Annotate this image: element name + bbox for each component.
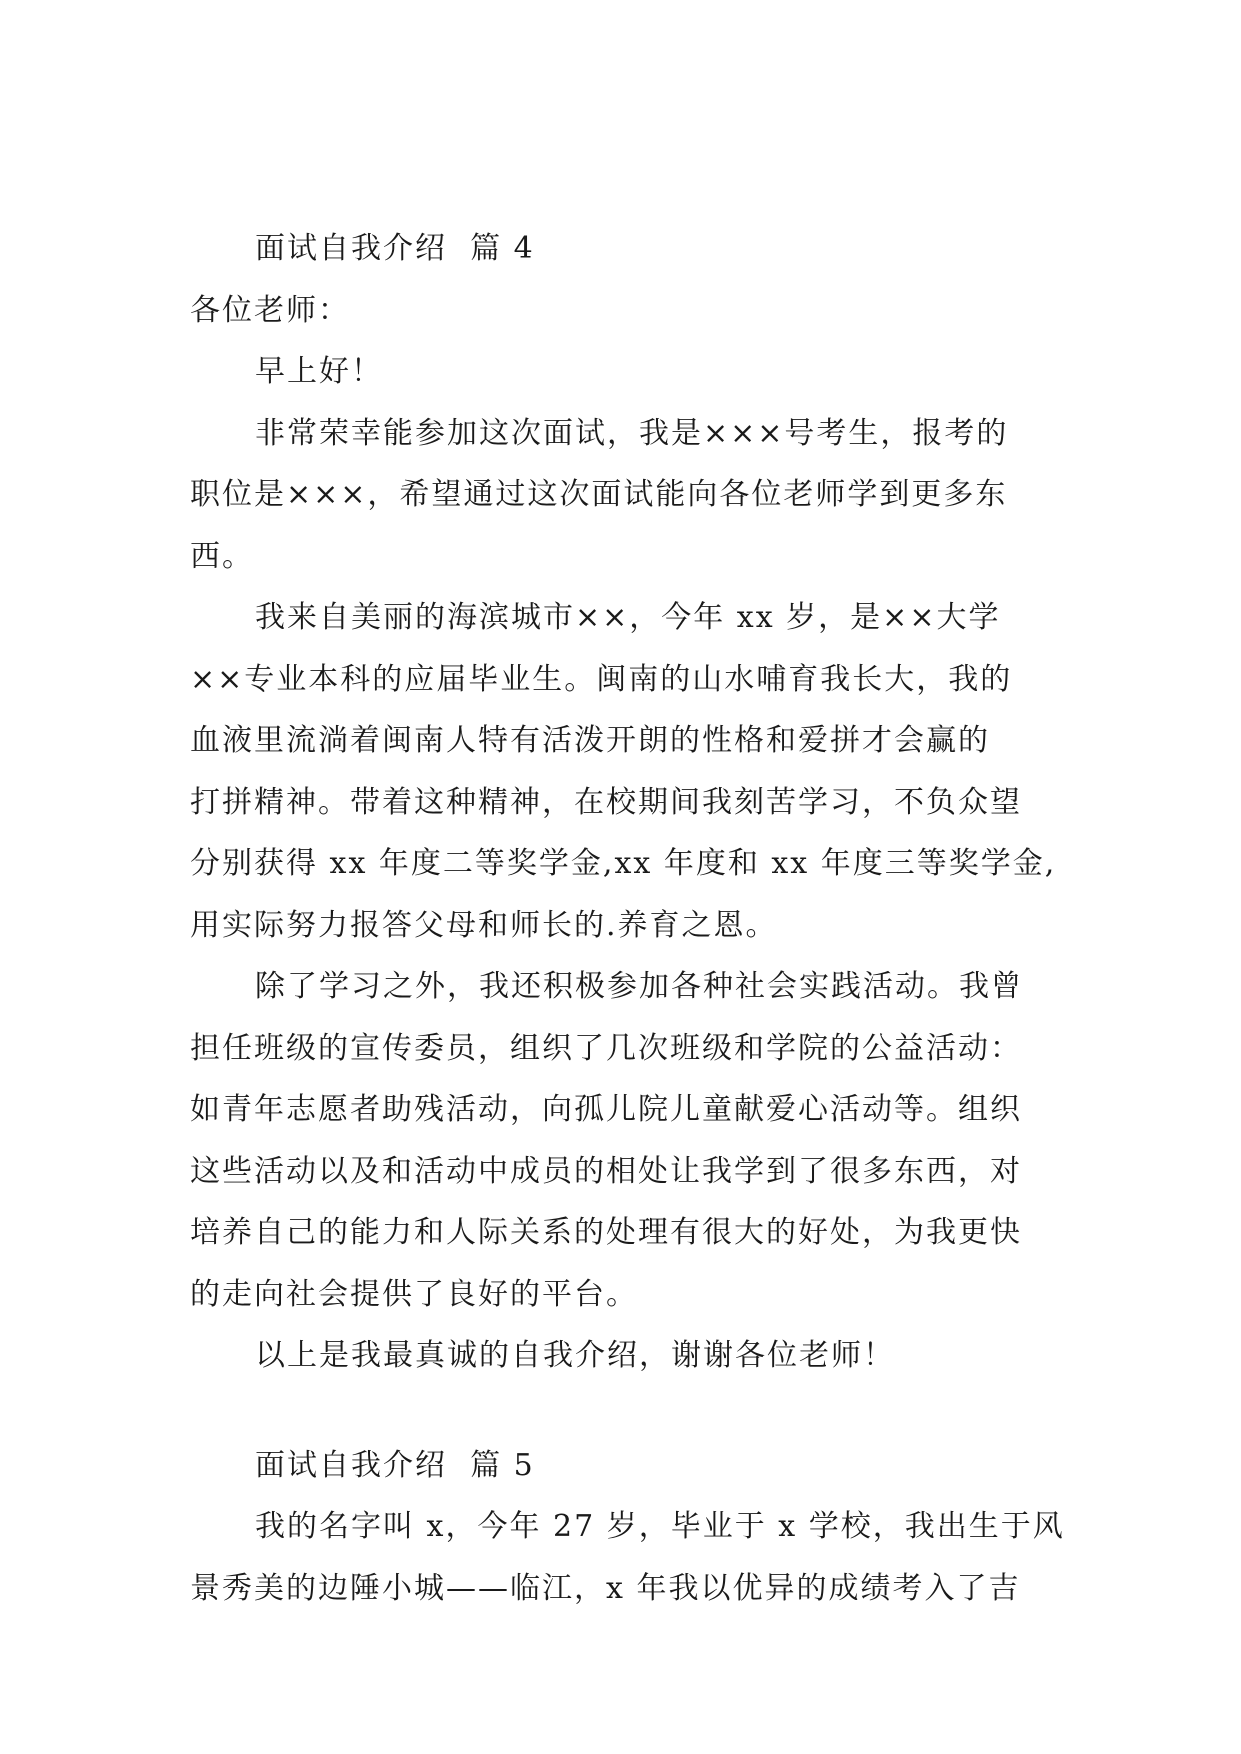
paragraph: [190, 403, 1052, 588]
paragraph: [190, 1325, 1052, 1387]
paragraph: [190, 1496, 1065, 1619]
text-line: 早上好！: [255, 354, 383, 389]
section-heading: 面试自我介绍 篇 5: [255, 1447, 535, 1483]
document-content: [190, 218, 1065, 1619]
text-line: 用实际努力报答父母和师长的.养育之恩。: [190, 907, 778, 943]
text-line: 如青年志愿者助残活动，向孤儿院儿童献爱心活动等。组织: [190, 1092, 1022, 1127]
section-4: [190, 218, 1057, 1387]
text-line: 的走向社会提供了良好的平台。: [190, 1276, 638, 1312]
text-line: 职位是×××，希望通过这次面试能向各位老师学到更多东: [190, 477, 1008, 512]
text-line: 分别获得 xx 年度二等奖学金,xx 年度和 xx 年度三等奖学金,: [190, 846, 1057, 881]
text-line: 除了学习之外，我还积极参加各种社会实践活动。我曾: [255, 969, 1023, 1004]
section-heading: 面试自我介绍 篇 4: [255, 231, 535, 266]
text-line: 西。: [190, 538, 254, 574]
paragraph: [190, 587, 1057, 956]
text-line: ××专业本科的应届毕业生。闽南的山水哺育我长大，我的: [190, 661, 1013, 697]
text-line: 景秀美的边陲小城——临江，x 年我以优异的成绩考入了吉: [190, 1570, 1021, 1606]
section-spacer: [190, 1387, 1052, 1435]
greeting: 各位老师：: [190, 292, 350, 328]
text-line: 我来自美丽的海滨城市××，今年 xx 岁，是××大学: [255, 600, 1001, 635]
text-line: 以上是我最真诚的自我介绍，谢谢各位老师！: [255, 1338, 895, 1373]
text-line: 这些活动以及和活动中成员的相处让我学到了很多东西，对: [190, 1153, 1022, 1189]
text-line: 我的名字叫 x，今年 27 岁，毕业于 x 学校，我出生于风: [255, 1509, 1065, 1544]
paragraph: [190, 956, 1052, 1325]
paragraph: [190, 341, 1052, 403]
text-line: 担任班级的宣传委员，组织了几次班级和学院的公益活动：: [190, 1030, 1022, 1066]
text-line: 打拼精神。带着这种精神，在校期间我刻苦学习，不负众望: [190, 784, 1022, 820]
text-line: 非常荣幸能参加这次面试，我是×××号考生，报考的: [255, 415, 1009, 451]
section-5: [190, 1435, 1065, 1620]
text-line: 血液里流淌着闽南人特有活泼开朗的性格和爱拼才会赢的: [190, 723, 990, 758]
text-line: 培养自己的能力和人际关系的处理有很大的好处，为我更快: [190, 1215, 1022, 1250]
